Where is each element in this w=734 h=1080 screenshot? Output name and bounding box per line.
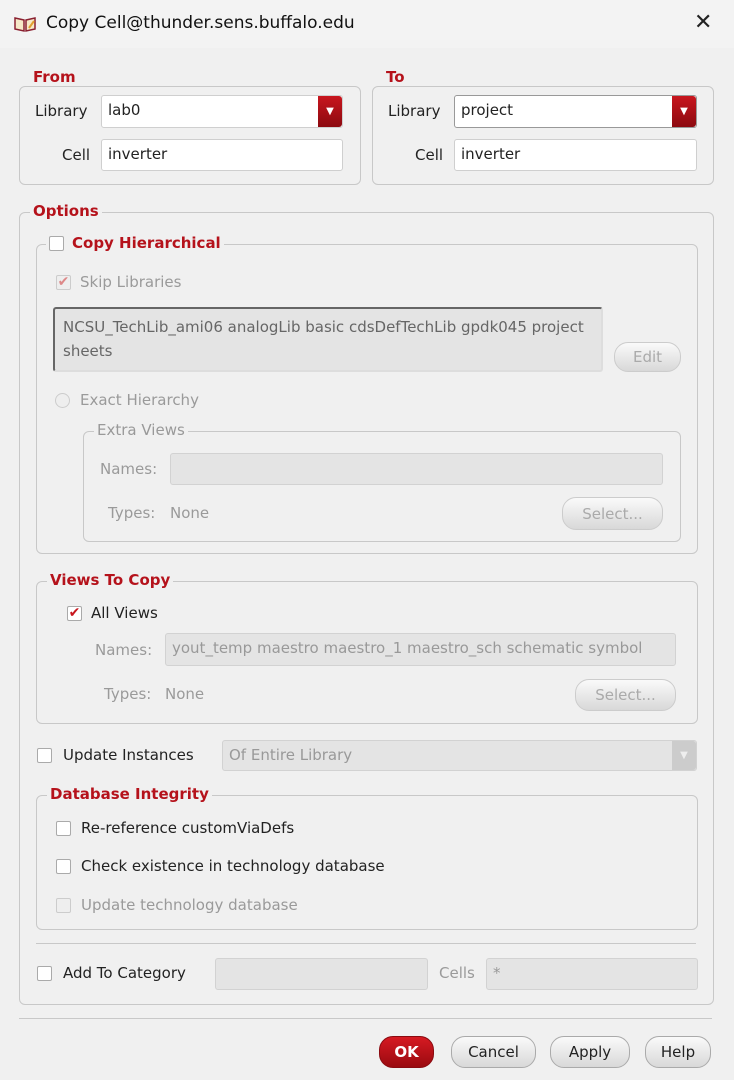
all-views-label: All Views (91, 604, 158, 622)
cells-label: Cells (439, 964, 475, 982)
views-select-button[interactable]: Select... (575, 679, 676, 711)
check-existence-toggle[interactable] (56, 857, 385, 875)
chevron-down-icon[interactable]: ▼ (672, 96, 696, 127)
views-to-copy-legend: Views To Copy (47, 571, 173, 589)
copy-hierarchical-label: Copy Hierarchical (72, 234, 221, 252)
extra-views-legend: Extra Views (94, 421, 188, 439)
all-views-checkbox[interactable]: ✔ (68, 605, 81, 621)
checkbox[interactable] (56, 859, 71, 874)
divider (36, 943, 696, 944)
item-label: Check existence in technology database (81, 857, 385, 875)
exact-hierarchy-radio[interactable] (55, 391, 199, 409)
skip-libraries-label: Skip Libraries (80, 273, 182, 291)
close-icon[interactable]: ✕ (694, 10, 713, 35)
to-library-dropdown[interactable] (454, 95, 697, 128)
to-library-label: Library (388, 102, 441, 120)
views-types-label: Types: (104, 685, 152, 703)
views-names-label: Names: (95, 641, 153, 659)
item-label: Re-reference customViaDefs (81, 819, 295, 837)
to-legend: To (383, 68, 408, 86)
window-title: Copy Cell@thunder.sens.buffalo.edu (46, 13, 355, 33)
from-cell-label: Cell (62, 146, 91, 164)
skip-libraries-list[interactable]: NCSU_TechLib_ami06 analogLib basic cdsDefTechLib gpdk045 project sheets (53, 307, 603, 372)
database-integrity-legend: Database Integrity (47, 785, 212, 803)
from-cell-input[interactable]: inverter (101, 139, 343, 171)
extra-select-button[interactable]: Select... (562, 497, 663, 530)
copy-hierarchical-toggle[interactable] (46, 234, 224, 252)
views-names-input[interactable]: yout_temp maestro maestro_1 maestro_sch schematic symbol (165, 633, 676, 666)
from-library-value: lab0 (108, 101, 141, 119)
from-library-label: Library (35, 102, 88, 120)
add-to-category-checkbox[interactable] (37, 966, 52, 981)
views-types-value: None (165, 685, 205, 703)
from-library-dropdown[interactable] (101, 95, 343, 128)
all-views-toggle[interactable] (67, 604, 158, 622)
checkbox[interactable] (56, 821, 71, 836)
chevron-down-icon[interactable]: ▼ (672, 741, 696, 770)
extra-names-input[interactable] (170, 453, 663, 485)
rereference-viadefs-toggle[interactable] (56, 819, 294, 837)
chevron-down-icon[interactable]: ▼ (318, 96, 342, 127)
skip-libraries-checkbox[interactable]: ✔ (57, 274, 70, 290)
update-instances-dropdown[interactable] (222, 740, 697, 771)
cells-input[interactable]: * (486, 958, 698, 990)
item-label: Update technology database (81, 896, 298, 914)
to-cell-label: Cell (415, 146, 444, 164)
add-to-category-label: Add To Category (63, 964, 186, 982)
extra-types-label: Types: (108, 504, 156, 522)
cancel-button[interactable]: Cancel (451, 1036, 536, 1068)
apply-button[interactable]: Apply (550, 1036, 630, 1068)
to-cell-input[interactable]: inverter (454, 139, 697, 171)
extra-types-value: None (170, 504, 210, 522)
checkbox[interactable] (56, 898, 71, 913)
copy-hierarchical-checkbox[interactable] (49, 236, 64, 251)
update-instances-checkbox[interactable] (37, 748, 52, 763)
book-icon (14, 16, 36, 32)
ok-button[interactable]: OK (379, 1036, 434, 1068)
update-tech-db-toggle[interactable] (56, 896, 298, 914)
skip-libraries-toggle[interactable] (56, 273, 181, 291)
exact-hierarchy-label: Exact Hierarchy (80, 391, 199, 409)
divider (19, 1018, 712, 1019)
from-legend: From (30, 68, 79, 86)
update-scope-value: Of Entire Library (229, 746, 353, 764)
category-input[interactable] (215, 958, 428, 990)
edit-button[interactable]: Edit (614, 342, 681, 372)
update-instances-toggle[interactable] (37, 746, 194, 764)
extra-names-label: Names: (100, 460, 158, 478)
options-legend: Options (30, 202, 102, 220)
to-library-value: project (461, 101, 514, 119)
help-button[interactable]: Help (645, 1036, 711, 1068)
add-to-category-toggle[interactable] (37, 964, 186, 982)
radio-circle[interactable] (55, 393, 70, 408)
update-instances-label: Update Instances (63, 746, 194, 764)
